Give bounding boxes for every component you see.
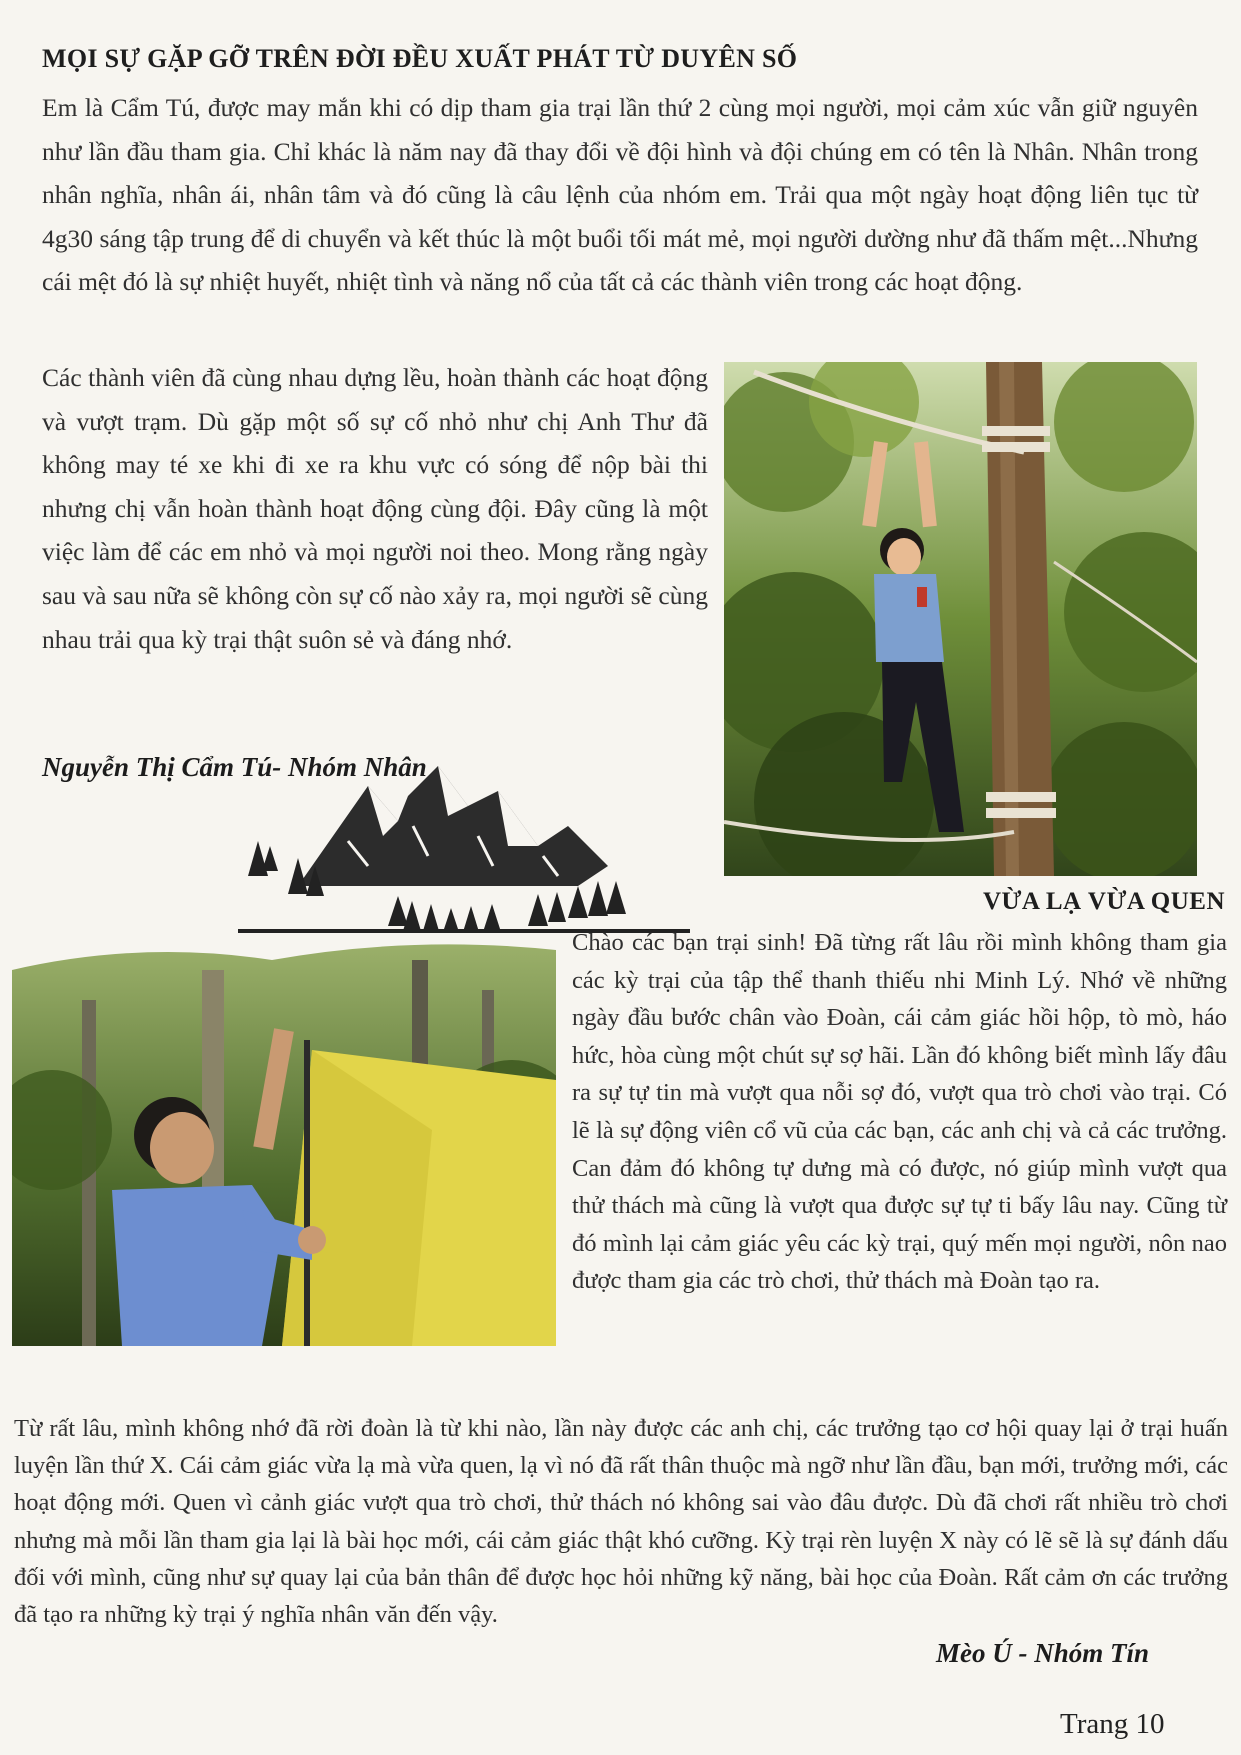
mountains-illustration — [238, 746, 690, 938]
author-signature: Nguyễn Thị Cẩm Tú- Nhóm Nhân — [42, 752, 427, 782]
article-paragraph: Em là Cẩm Tú, được may mắn khi có dịp tham gia trại lần thứ 2 cùng mọi người, mọi cảm xúc vẫn giữ nguyên như lần đầu tham gia. Chỉ khác là năm nay đã thay đổi về đội hình và đội chúng em có tên là Nhân. Nhân trong nhân nghĩa, nhân ái, nhân tâm và đó cũng là câu lệnh của nhóm em. Trải qua một ngày hoạt động liên tục từ 4g30 sáng tập trung để di chuyển và kết thúc là một buổi tối mát mẻ, mọi người dường như đã thấm mệt...Nhưng cái mệt đó là sự nhiệt huyết, nhiệt tình và năng nổ của tất cả các thành viên trong các hoạt động. — [42, 93, 1198, 297]
author-signature: Mèo Ú - Nhóm Tín — [936, 1638, 1150, 1668]
article-title: VỪA LẠ VỪA QUEN — [982, 888, 1225, 915]
boy-pitching-tent-photo — [12, 930, 556, 1346]
page-number: Trang 10 — [1060, 1708, 1165, 1740]
article-paragraph: Các thành viên đã cùng nhau dựng lều, hoàn thành các hoạt động và vượt trạm. Dù gặp một số sự cố nhỏ như chị Anh Thư đã không may té xe khi đi xe ra khu vực có sóng để nộp bài thi nhưng chị vẫn hoàn thành hoạt động cùng đội. Đây cũng là một việc làm để các em nhỏ và mọi người noi theo. Mong rằng ngày sau và sau nữa sẽ không còn sự cố nào xảy ra, mọi người sẽ cùng nhau trải qua kỳ trại thật suôn sẻ và đáng nhớ. — [42, 363, 708, 654]
article-paragraph: Từ rất lâu, mình không nhớ đã rời đoàn là từ khi nào, lần này được các anh chị, các trưởng tạo cơ hội quay lại ở trại huấn luyện lần thứ X. Cái cảm giác vừa lạ mà vừa quen, lạ vì nó đã rất thân thuộc mà ngỡ như lần đầu, bạn mới, trưởng mới, các hoạt động mới. Quen vì cảnh giác vượt qua trò chơi, thử thách nó không sai vào đâu được. Dù đã chơi rất nhiều trò chơi nhưng mà mỗi lần tham gia lại là bài học mới, cái cảm giác thật khó cưỡng. Kỳ trại rèn luyện X này có lẽ sẽ là sự đánh dấu đối với mình, cũng như sự quay lại của bản thân để được học hỏi những kỹ năng, bài học của Đoàn. Rất cảm ơn các trưởng đã tạo ra những kỳ trại ý nghĩa nhân văn đến vậy. — [14, 1415, 1228, 1629]
article-paragraph: Chào các bạn trại sinh! Đã từng rất lâu rồi mình không tham gia các kỳ trại của tập thể thanh thiếu nhi Minh Lý. Nhớ về những ngày đầu bước chân vào Đoàn, cái cảm giác hồi hộp, tò mò, háo hức, hòa cùng một chút sự sợ hãi. Lần đó không biết mình lấy đâu ra sự tự tin mà vượt qua nỗi sợ đó, vượt qua trò chơi vào trại. Có lẽ là sự động viên cổ vũ của các bạn, các anh chị và cả các trưởng. Can đảm đó không tự dưng mà có được, nó giúp mình vượt qua thử thách mà cũng là vượt qua được sự tự ti bấy lâu nay. Cũng từ đó mình lại cảm giác yêu các kỳ trại, quý mến mọi người, nôn nao được tham gia các trò chơi, thử thách mà Đoàn tạo ra. — [572, 929, 1227, 1295]
article-title: MỌI SỰ GẶP GỠ TRÊN ĐỜI ĐỀU XUẤT PHÁT TỪ DUYÊN SỐ — [42, 44, 798, 73]
girl-climbing-rope-photo — [724, 362, 1197, 876]
